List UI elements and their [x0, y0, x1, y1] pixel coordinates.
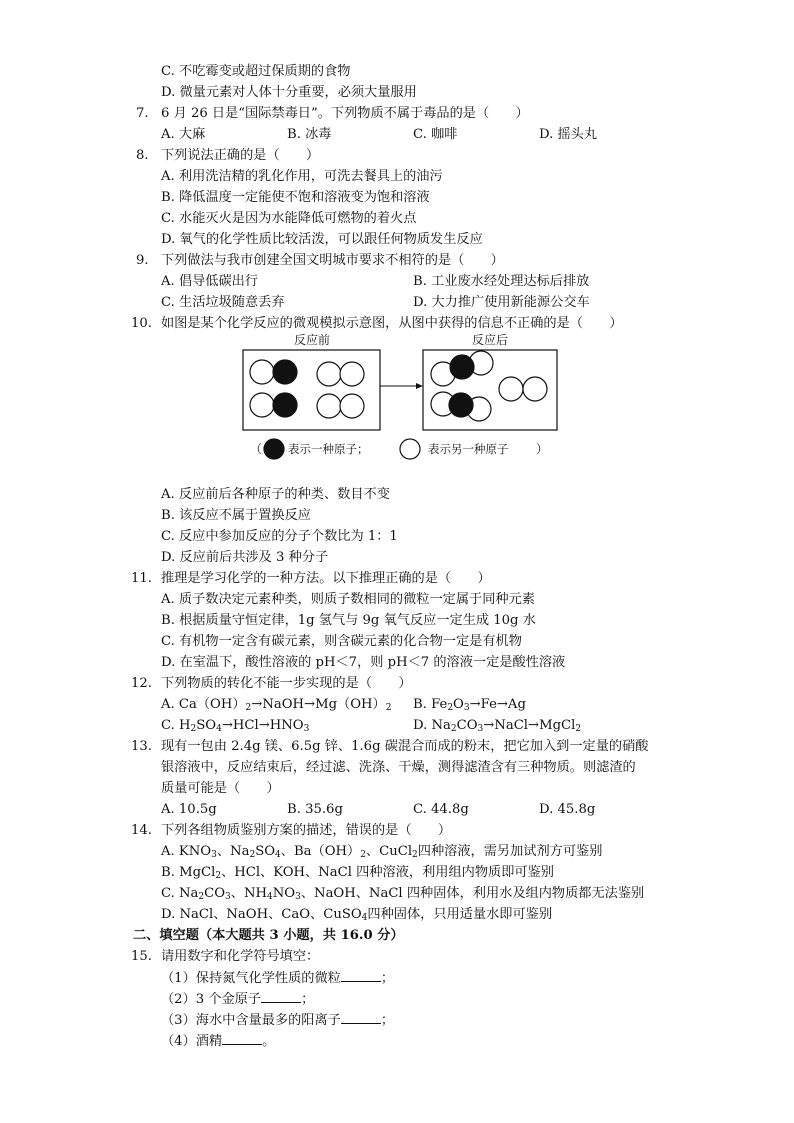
- q14-option-b: B. MgCl$_2$、HCl、KOH、NaCl 四种溶液，利用组内物质即可鉴别: [161, 865, 554, 881]
- q12-number: 12.: [131, 676, 152, 691]
- semicolon: ；: [380, 971, 395, 986]
- q10-number: 10.: [131, 316, 152, 331]
- q11-stem: 推理是学习化学的一种方法。以下推理正确的是（ ）: [161, 571, 491, 586]
- white-atom: [317, 362, 341, 386]
- semicolon: ；: [301, 992, 315, 1007]
- q15-part-4: [161, 1031, 275, 1052]
- q14-number: 14.: [131, 823, 152, 838]
- white-atom: [499, 377, 523, 401]
- after-label: 反应后: [471, 333, 509, 347]
- q7-number: 7.: [136, 106, 149, 121]
- legend-black-text: 表示一种原子；: [288, 442, 369, 456]
- black-atom: [449, 393, 473, 417]
- q7-option-a: A. 大麻: [161, 127, 206, 142]
- black-atom: [450, 355, 474, 379]
- q10-option-c: C. 反应中参加反应的分子个数比为 1：1: [161, 529, 398, 544]
- q10-option-a: A. 反应前后各种原子的种类、数目不变: [161, 487, 390, 502]
- q13-option-d: D. 45.8g: [539, 802, 596, 817]
- answer-blank[interactable]: [341, 968, 381, 982]
- period: 。: [262, 1034, 276, 1049]
- black-atom: [273, 393, 297, 417]
- q9-option-c: C. 生活垃圾随意丢弃: [161, 295, 285, 310]
- arrow-head-icon: [416, 383, 423, 389]
- answer-blank[interactable]: [222, 1031, 262, 1045]
- white-atom: [250, 393, 274, 417]
- q9-stem: 下列做法与我市创建全国文明城市要求不相符的是（ ）: [161, 253, 504, 268]
- q14-stem: 下列各组物质鉴别方案的描述，错误的是（ ）: [161, 823, 452, 838]
- q9-number: 9.: [136, 253, 149, 268]
- q14-option-a: A. $KNO_3$、$Na_2SO_4$、$Ba(OH)_2$、CuCl$_2$四种溶液，需另加试剂方可鉴别: [161, 844, 603, 860]
- q10-option-d: D. 反应前后共涉及 3 种分子: [161, 550, 329, 565]
- q15-part-3: [161, 1010, 394, 1031]
- q8-option-c: C. 水能灭火是因为水能降低可燃物的着火点: [161, 211, 417, 226]
- white-atom: [340, 362, 364, 386]
- after-molecule-2: [431, 392, 491, 421]
- q14-option-d: D. NaCl、NaOH、CaO、CuSO$_4$四种固体，只用适量水即可鉴别: [161, 907, 553, 923]
- q15-part-1: [161, 968, 394, 989]
- q12-option-c: C. $H_2SO_4\to HCl\to HNO_3$: [161, 718, 310, 734]
- q13-stem-line2: 银溶液中，反应结束后，经过滤、洗涤、干燥，测得滤渣含有三种物质。则滤渣的: [161, 760, 636, 775]
- q12-stem: 下列物质的转化不能一步实现的是（ ）: [161, 676, 412, 691]
- q10-option-b: B. 该反应不属于置换反应: [161, 508, 311, 523]
- q15-part-4-text: （4）酒精: [161, 1034, 223, 1049]
- q13-stem-line3: 质量可能是（ ）: [161, 781, 280, 796]
- q11-option-d: D. 在室温下，酸性溶液的 pH＜7，则 pH＜7 的溶液一定是酸性溶液: [161, 655, 566, 670]
- q8-number: 8.: [136, 148, 149, 163]
- q13-option-a: A. 10.5g: [161, 802, 217, 817]
- legend-open-paren: （: [250, 442, 263, 456]
- before-label: 反应前: [293, 333, 331, 347]
- legend-white-text: 表示另一种原子: [428, 442, 509, 456]
- q7-option-b: B. 冰毒: [287, 127, 332, 142]
- q11-number: 11.: [131, 571, 152, 586]
- q11-option-a: A. 质子数决定元素种类，则质子数相同的微粒一定属于同种元素: [161, 592, 535, 607]
- before-molecule-3: [317, 362, 364, 386]
- q11-option-b: B. 根据质量守恒定律，1g 氢气与 9g 氧气反应一定生成 10g 水: [161, 613, 536, 628]
- reaction-diagram: [240, 332, 560, 464]
- q13-number: 13.: [131, 739, 152, 754]
- before-molecule-1: [250, 360, 297, 384]
- q6-option-c: C. 不吃霉变或超过保质期的食物: [161, 64, 351, 79]
- white-atom: [317, 394, 341, 418]
- semicolon: ；: [380, 1013, 395, 1028]
- before-molecule-4: [317, 394, 364, 418]
- q7-option-d: D. 摇头丸: [539, 127, 598, 142]
- q12-option-d: D. $Na_2CO_3\to NaCl\to MgCl_2$: [413, 718, 582, 734]
- q8-option-b: B. 降低温度一定能使不饱和溶液变为饱和溶液: [161, 190, 430, 205]
- q10-stem: 如图是某个化学反应的微观模拟示意图，从图中获得的信息不正确的是（ ）: [161, 316, 623, 331]
- white-atom: [250, 360, 274, 384]
- q9-option-b: B. 工业废水经处理达标后排放: [413, 274, 590, 289]
- q15-stem: 请用数字和化学符号填空：: [161, 949, 320, 964]
- q12-option-a: A. $Ca(OH)_2\to NaOH\to Mg(OH)_2$: [161, 697, 392, 713]
- after-molecule-3: [499, 377, 547, 401]
- q15-part-3-text: （3）海水中含量最多的阳离子: [161, 1013, 341, 1028]
- q6-option-d: D. 微量元素对人体十分重要，必须大量服用: [161, 85, 417, 100]
- legend-close-paren: ）: [536, 442, 549, 456]
- legend-white-atom: [400, 439, 420, 459]
- q13-stem-line1: 现有一包由 2.4g 镁、6.5g 锌、1.6g 碳混合而成的粉末，把它加入到一定量的硝酸: [161, 739, 649, 754]
- q8-option-a: A. 利用洗洁精的乳化作用，可洗去餐具上的油污: [161, 169, 443, 184]
- q13-option-c: C. 44.8g: [413, 802, 469, 817]
- after-molecule-1: [431, 351, 493, 386]
- q7-stem: 6 月 26 日是“国际禁毒日”。下列物质不属于毒品的是（ ）: [161, 106, 529, 121]
- q11-option-c: C. 有机物一定含有碳元素，则含碳元素的化合物一定是有机物: [161, 634, 522, 649]
- before-molecule-2: [250, 393, 297, 417]
- black-atom: [273, 360, 297, 384]
- q12-option-b: B. $Fe_2O_3\to Fe\to Ag$: [413, 697, 526, 713]
- q9-option-a: A. 倡导低碳出行: [161, 274, 259, 289]
- legend-black-atom: [264, 439, 284, 459]
- q7-option-c: C. 咖啡: [413, 127, 458, 142]
- q8-option-d: D. 氧气的化学性质比较活泼，可以跟任何物质发生反应: [161, 232, 483, 247]
- answer-blank[interactable]: [261, 989, 301, 1003]
- section-fill-in-title: 二、填空题（本大题共 3 小题，共 16.0 分）: [133, 928, 404, 943]
- q13-option-b: B. 35.6g: [287, 802, 343, 817]
- q9-option-d: D. 大力推广使用新能源公交车: [413, 295, 590, 310]
- q15-part-2-text: （2）3 个金原子: [161, 992, 262, 1007]
- q14-option-c: C. $Na_2CO_3$、$NH_4NO_3$、NaOH、NaCl 四种固体，利用水及组内物质都无法鉴别: [161, 886, 645, 902]
- white-atom: [340, 394, 364, 418]
- q15-number: 15.: [131, 949, 152, 964]
- q15-part-1-text: （1）保持氮气化学性质的微粒: [161, 971, 341, 986]
- answer-blank[interactable]: [341, 1010, 381, 1024]
- q15-part-2: [161, 989, 314, 1010]
- white-atom: [523, 377, 547, 401]
- q8-stem: 下列说法正确的是（ ）: [161, 148, 320, 163]
